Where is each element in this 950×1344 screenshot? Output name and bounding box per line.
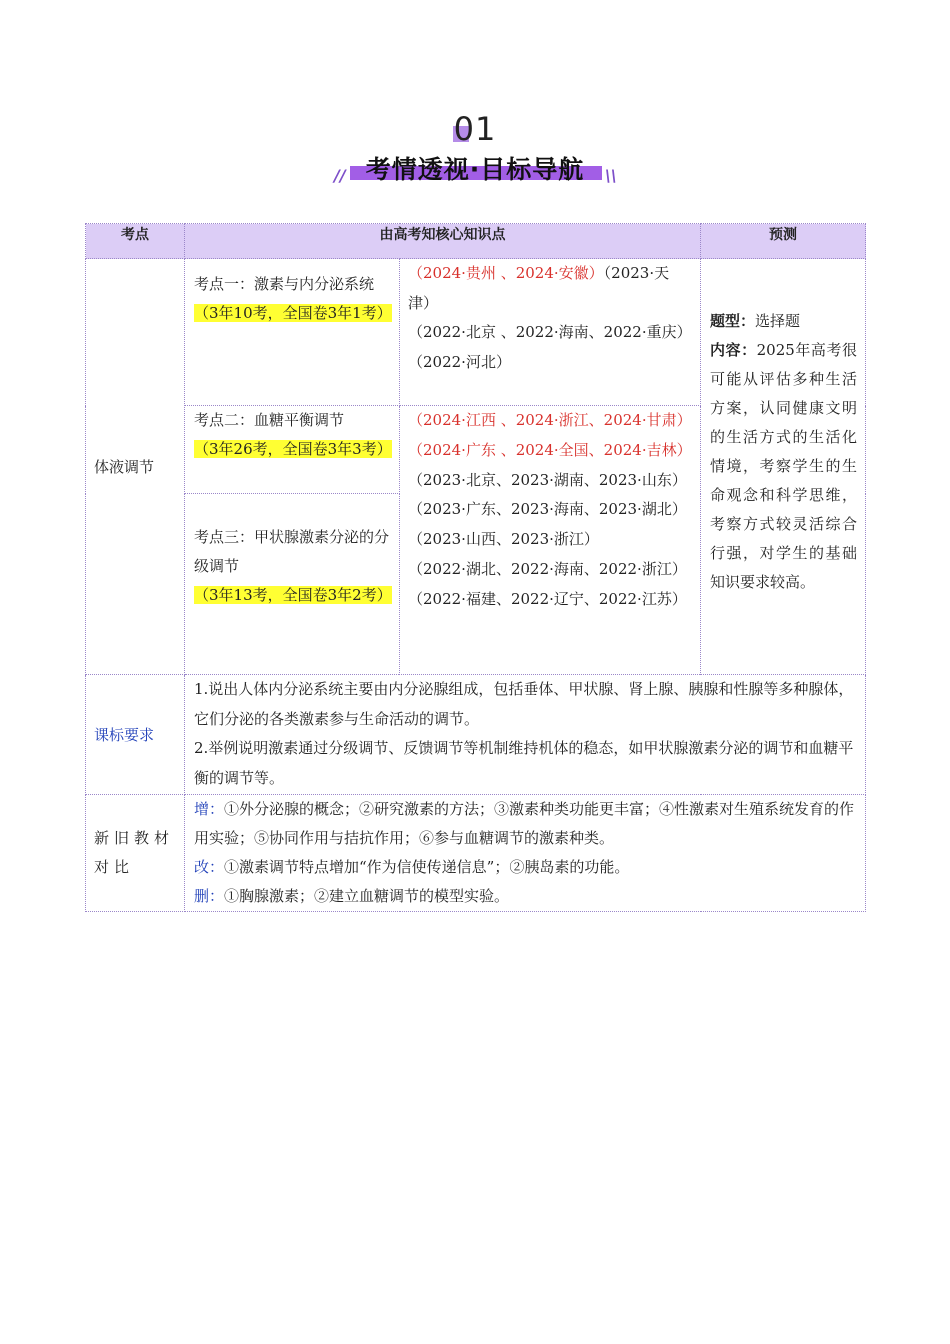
exam-overview-table [85,223,866,912]
kaodian-2-cell [185,406,400,494]
source: （2023·北京、2023·湖南、2023·山东） [408,470,687,489]
kaodian-1-name: 考点一：激素与内分泌系统 [194,275,375,293]
source-red: （2024·贵州 、2024·安徽） [408,264,604,282]
compare-change-label: 改： [194,858,225,876]
curriculum-row [86,675,866,795]
curriculum-text-cell [185,675,866,795]
curriculum-item-1: 1.说出人体内分泌系统主要由内分泌腺组成，包括垂体、甲状腺、肾上腺、胰腺和性腺等多种腺体，它们分泌的各类激素参与生命活动的调节。 [194,680,854,728]
prediction-cell [701,259,866,675]
source: （2022·河北） [408,352,511,371]
source: （2022·福建、2022·辽宁、2022·江苏） [408,589,687,608]
kaodian-3-cell [185,494,400,675]
curriculum-label-cell [86,675,185,795]
section-label-cell [86,259,185,675]
sources-1-cell [400,259,701,406]
curriculum-label: 课标要求 [94,726,155,744]
right-slash-decoration: \\ [605,166,617,185]
prediction-type-value: 选择题 [755,312,801,330]
kaodian-3-count: （3年13考，全国卷3年2考） [194,586,392,604]
sources-2-cell [400,406,701,675]
kaodian-3-name: 考点三：甲状腺激素分泌的分级调节 [194,528,390,575]
kaodian-1-cell [185,259,400,406]
source: （2023·山西、2023·浙江） [408,530,599,549]
source: （2023·广东、2023·海南、2023·湖北） [408,500,687,519]
compare-add-label: 增： [194,800,225,818]
header-knowledge: 由高考知核心知识点 [185,224,701,259]
section-label: 体液调节 [94,458,155,476]
source: （2023·天津） [408,264,670,312]
source: （2022·北京 、2022·海南、2022·重庆） [408,323,692,341]
compare-label-cell [86,795,185,912]
curriculum-item-2: 2.举例说明激素通过分级调节、反馈调节等机制维持机体的稳态，如甲状腺激素分泌的调节和血糖平衡的调节等。 [194,739,854,787]
source-red: （2024·江西 、2024·浙江、2024·甘肃） [408,411,692,429]
header-kaodian: 考点 [86,224,185,259]
source-red: （2024·广东 、2024·全国、2024·吉林） [408,440,692,459]
prediction-content-value: 2025年高考很可能从评估多种生活方案，认同健康文明的生活方式的生活化情境，考察学生的生命观念和科学思维，考察方式较灵活综合行强，对学生的基础知识要求较高。 [710,341,857,591]
compare-add-text: ①外分泌腺的概念；②研究激素的方法；③激素种类功能更丰富；④性激素对生殖系统发育的作用实验；⑤协同作用与拮抗作用；⑥参与血糖调节的激素种类。 [194,800,855,847]
source: （2022·湖北、2022·海南、2022·浙江） [408,559,687,578]
section-title: 考情透视·目标导航 [365,155,585,184]
compare-text-cell [185,795,866,912]
kaodian-2-count: （3年26考，全国卷3年3考） [194,440,392,458]
section-banner [0,110,950,200]
kaodian-2-name: 考点二：血糖平衡调节 [194,411,345,429]
kaodian-1-count: （3年10考，全国卷3年1考） [194,304,392,322]
left-slash-decoration: // [334,166,346,185]
compare-row [86,795,866,912]
compare-label: 新旧教材对比 [94,829,175,876]
prediction-content-label: 内容： [710,341,757,359]
compare-change-text: ①激素调节特点增加“作为信使传递信息”；②胰岛素的功能。 [224,858,630,876]
header-prediction: 预测 [701,224,866,259]
prediction-type-label: 题型： [710,312,756,330]
header-row [86,224,866,259]
compare-delete-text: ①胸腺激素；②建立血糖调节的模型实验。 [224,887,510,905]
kaodian-row-1 [86,259,866,406]
section-number: 01 [453,110,497,148]
compare-delete-label: 删： [194,887,225,905]
